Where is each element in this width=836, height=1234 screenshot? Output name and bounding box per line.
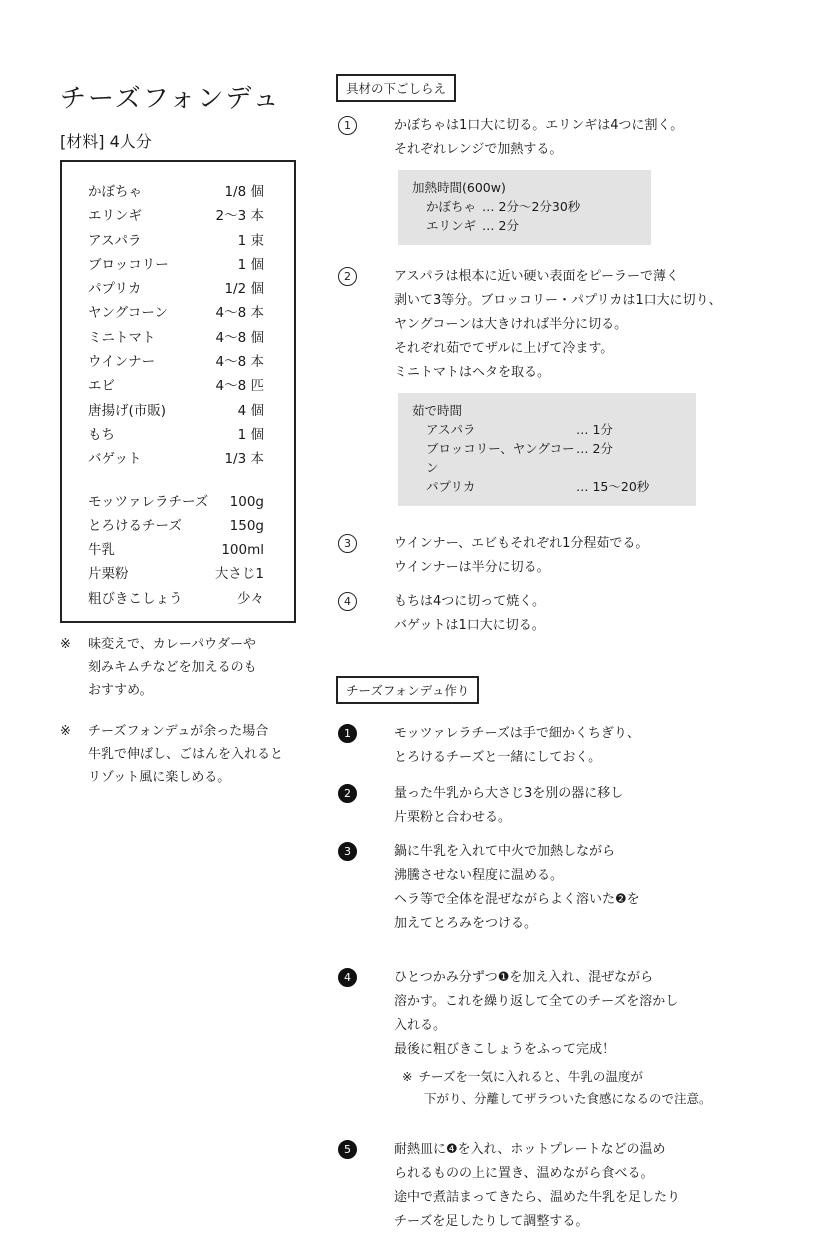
note-text: チーズフォンデュが余った場合 <box>88 724 269 740</box>
ingredient-name: ミニトマト <box>88 329 156 346</box>
ingredient-name: アスパラ <box>88 232 142 249</box>
step-line: チーズを足したりして調整する。 <box>394 1214 589 1229</box>
note-text: おすすめ。 <box>88 683 153 699</box>
step-line: られるものの上に置き、温めながら食べる。 <box>394 1166 654 1181</box>
step-number-icon: 3 <box>338 534 357 553</box>
caution-text: 下がり、分離してザラついた食感になるので注意。 <box>424 1091 712 1106</box>
time-box-value: … 2分 <box>576 441 613 456</box>
note-line <box>60 679 313 702</box>
ingredient-amount: 4 個 <box>237 402 264 419</box>
ingredient-row <box>62 301 294 325</box>
note-text: リゾット風に楽しめる。 <box>88 770 231 786</box>
caution-line <box>402 1066 796 1088</box>
ingredient-name: ウインナー <box>88 354 156 371</box>
note-line <box>60 743 313 766</box>
ingredient-amount: 4〜8 本 <box>215 305 264 322</box>
note-text: 刻みキムチなどを加えるのも <box>88 660 257 676</box>
recipe-title: チーズフォンデュ <box>60 84 281 114</box>
step-line: 途中で煮詰まってきたら、温めた牛乳を足したり <box>394 1190 681 1205</box>
ingredient-amount: 1/3 本 <box>224 451 264 468</box>
step-number-icon: 4 <box>338 592 357 611</box>
prep-step <box>336 265 796 512</box>
step-line: 加えてとろみをつける。 <box>394 916 538 931</box>
ingredient-row <box>62 587 294 611</box>
ingredient-name: エビ <box>88 378 115 395</box>
ingredient-amount: 大さじ1 <box>214 566 264 583</box>
step-line: 最後に粗びきこしょうをふって完成！ <box>394 1042 616 1057</box>
time-box-item: パプリカ <box>426 479 476 494</box>
step-number <box>336 966 394 1110</box>
prep-step <box>336 532 796 580</box>
ingredient-name: 粗びきこしょう <box>88 590 183 607</box>
fondue-step <box>336 722 796 770</box>
ingredient-amount: 2〜3 本 <box>215 208 264 225</box>
ingredient-amount: 100ml <box>221 542 264 559</box>
ingredient-name: 片栗粉 <box>88 566 129 583</box>
time-box-item: ブロッコリー、ヤングコーン <box>426 441 575 475</box>
ingredient-name: 唐揚げ(市販) <box>88 402 167 419</box>
step-line: アスパラは根本に近い硬い表面をピーラーで薄く <box>394 269 679 284</box>
caution-mark: ※ <box>402 1069 413 1084</box>
step-number-icon: 1 <box>338 116 357 135</box>
ingredient-amount: 100g <box>229 493 264 510</box>
step-line: 鍋に牛乳を入れて中火で加熱しながら <box>394 844 616 859</box>
ingredient-row <box>62 180 294 204</box>
caution-text: チーズを一気に入れると、牛乳の温度が <box>418 1069 643 1084</box>
step-line: 剥いて3等分。ブロッコリー・パプリカは1口大に切り、 <box>394 293 722 308</box>
fondue-section-label: チーズフォンデュ作り <box>336 676 479 704</box>
step-number-icon: 5 <box>338 1140 357 1159</box>
ingredient-amount: 1 個 <box>237 426 264 443</box>
time-box <box>398 170 651 245</box>
ingredient-row <box>62 326 294 350</box>
step-body <box>394 782 796 830</box>
note <box>58 633 313 702</box>
ingredient-row <box>62 423 294 447</box>
ingredients-header: [材料] 4人分 <box>60 132 152 151</box>
ingredient-row <box>62 538 294 562</box>
ingredient-amount: 1/2 個 <box>224 281 264 298</box>
step-number-icon: 2 <box>338 784 357 803</box>
time-box-title: 茹で時間 <box>412 403 463 418</box>
instructions-column <box>336 74 796 1234</box>
step-number-icon: 3 <box>338 842 357 861</box>
note-text: 牛乳で伸ばし、ごはんを入れると <box>88 747 284 763</box>
ingredient-amount: 4〜8 本 <box>215 354 264 371</box>
ingredient-name: かぼちゃ <box>88 184 142 200</box>
ingredient-row <box>62 399 294 423</box>
step-line: ミニトマトはヘタを取る。 <box>394 365 551 380</box>
time-box-title: 加熱時間(600w) <box>412 180 506 195</box>
time-box-value: … 15〜20秒 <box>576 479 650 494</box>
ingredient-amount: 4〜8 個 <box>215 329 264 346</box>
ingredient-name: モッツァレラチーズ <box>88 493 209 510</box>
step-line: 溶かす。これを繰り返して全てのチーズを溶かし <box>394 994 679 1009</box>
step-number-icon: 4 <box>338 968 357 987</box>
step-line: それぞれ茹でてザルに上げて冷ます。 <box>394 341 614 356</box>
step-line: ひとつかみ分ずつ❶を加え入れ、混ぜながら <box>394 970 654 985</box>
ingredient-name: ヤングコーン <box>88 305 169 322</box>
step-line: バゲットは1口大に切る。 <box>394 618 545 633</box>
fondue-step <box>336 966 796 1110</box>
fondue-step <box>336 840 796 936</box>
ingredient-row <box>62 374 294 398</box>
time-box-value: … 2分 <box>482 218 519 233</box>
step-number-icon: 1 <box>338 724 357 743</box>
time-box-row <box>412 477 682 496</box>
step-line: ウインナー、エビもそれぞれ1分程茹でる。 <box>394 536 649 551</box>
ingredient-amount: 4〜8 匹 <box>215 378 264 395</box>
step-number <box>336 114 394 251</box>
ingredient-row <box>62 562 294 586</box>
step-body <box>394 532 796 580</box>
step-number <box>336 590 394 638</box>
step-number <box>336 265 394 512</box>
step-number-icon: 2 <box>338 267 357 286</box>
ingredient-name: バゲット <box>88 451 142 468</box>
note-mark: ※ <box>60 637 71 653</box>
step-line: モッツァレラチーズは手で細かくちぎり、 <box>394 726 640 741</box>
step-line: かぼちゃは1口大に切る。エリンギは4つに割く。 <box>394 118 684 133</box>
step-line: 片栗粉と合わせる。 <box>394 810 512 825</box>
ingredient-row <box>62 447 294 471</box>
time-box-value: … 2分〜2分30秒 <box>482 199 581 214</box>
step-number <box>336 840 394 936</box>
ingredient-amount: 1/8 個 <box>224 184 264 200</box>
note <box>58 720 313 789</box>
time-box-item: かぼちゃ <box>426 199 477 214</box>
time-box-value: … 1分 <box>576 422 613 437</box>
step-line: 入れる。 <box>394 1018 447 1033</box>
step-body <box>394 265 796 512</box>
note-mark: ※ <box>60 724 71 740</box>
ingredients-box <box>60 160 296 623</box>
time-box-row <box>412 197 637 216</box>
ingredient-amount: 少々 <box>237 590 264 607</box>
prep-section-label: 具材の下ごしらえ <box>336 74 456 102</box>
step-line: それぞれレンジで加熱する。 <box>394 142 563 157</box>
time-box-row <box>412 439 682 477</box>
step-line: ヤングコーンは大きければ半分に切る。 <box>394 317 628 332</box>
ingredient-name: もち <box>88 426 115 443</box>
ingredients-column <box>58 70 313 789</box>
note-line <box>60 766 313 789</box>
step-body <box>394 114 796 251</box>
step-number <box>336 532 394 580</box>
time-box-row <box>412 420 682 439</box>
note-line <box>60 656 313 679</box>
ingredient-name: パプリカ <box>88 281 142 298</box>
note-line <box>60 633 313 656</box>
ingredient-row <box>62 490 294 514</box>
fondue-step <box>336 782 796 830</box>
ingredient-name: エリンギ <box>88 208 142 225</box>
time-box <box>398 393 696 506</box>
ingredient-name: ブロッコリー <box>88 256 169 273</box>
ingredient-row <box>62 204 294 228</box>
prep-step <box>336 590 796 638</box>
step-body <box>394 840 796 936</box>
step-line: 量った牛乳から大さじ3を別の器に移し <box>394 786 624 801</box>
ingredient-amount: 1 束 <box>237 232 264 249</box>
ingredient-name: 牛乳 <box>88 542 115 559</box>
ingredient-amount: 1 個 <box>237 256 264 273</box>
note-text: 味変えで、カレーパウダーや <box>88 637 256 653</box>
time-box-item: アスパラ <box>426 422 476 437</box>
step-body <box>394 966 796 1110</box>
step-line: ウインナーは半分に切る。 <box>394 560 550 575</box>
note-line <box>60 720 313 743</box>
step-line: もちは4つに切って焼く。 <box>394 594 546 609</box>
ingredient-name: とろけるチーズ <box>88 517 182 534</box>
step-line: とろけるチーズと一緒にしておく。 <box>394 750 602 765</box>
step-line: 沸騰させない程度に温める。 <box>394 868 564 883</box>
step-body <box>394 590 796 638</box>
caution-note <box>394 1066 796 1110</box>
time-box-item: エリンギ <box>426 218 477 233</box>
time-box-row <box>412 216 637 235</box>
step-body <box>394 722 796 770</box>
ingredient-row <box>62 277 294 301</box>
ingredient-row <box>62 514 294 538</box>
ingredient-row <box>62 253 294 277</box>
step-number <box>336 722 394 770</box>
prep-step <box>336 114 796 251</box>
fondue-step <box>336 1138 796 1234</box>
step-number <box>336 1138 394 1234</box>
step-line: 耐熱皿に❹を入れ、ホットプレートなどの温め <box>394 1142 666 1157</box>
ingredient-amount: 150g <box>229 517 264 534</box>
ingredient-row <box>62 350 294 374</box>
step-line: ヘラ等で全体を混ぜながらよく溶いた❷を <box>394 892 640 907</box>
step-number <box>336 782 394 830</box>
step-body <box>394 1138 796 1234</box>
ingredient-row <box>62 229 294 253</box>
caution-line <box>402 1088 796 1110</box>
